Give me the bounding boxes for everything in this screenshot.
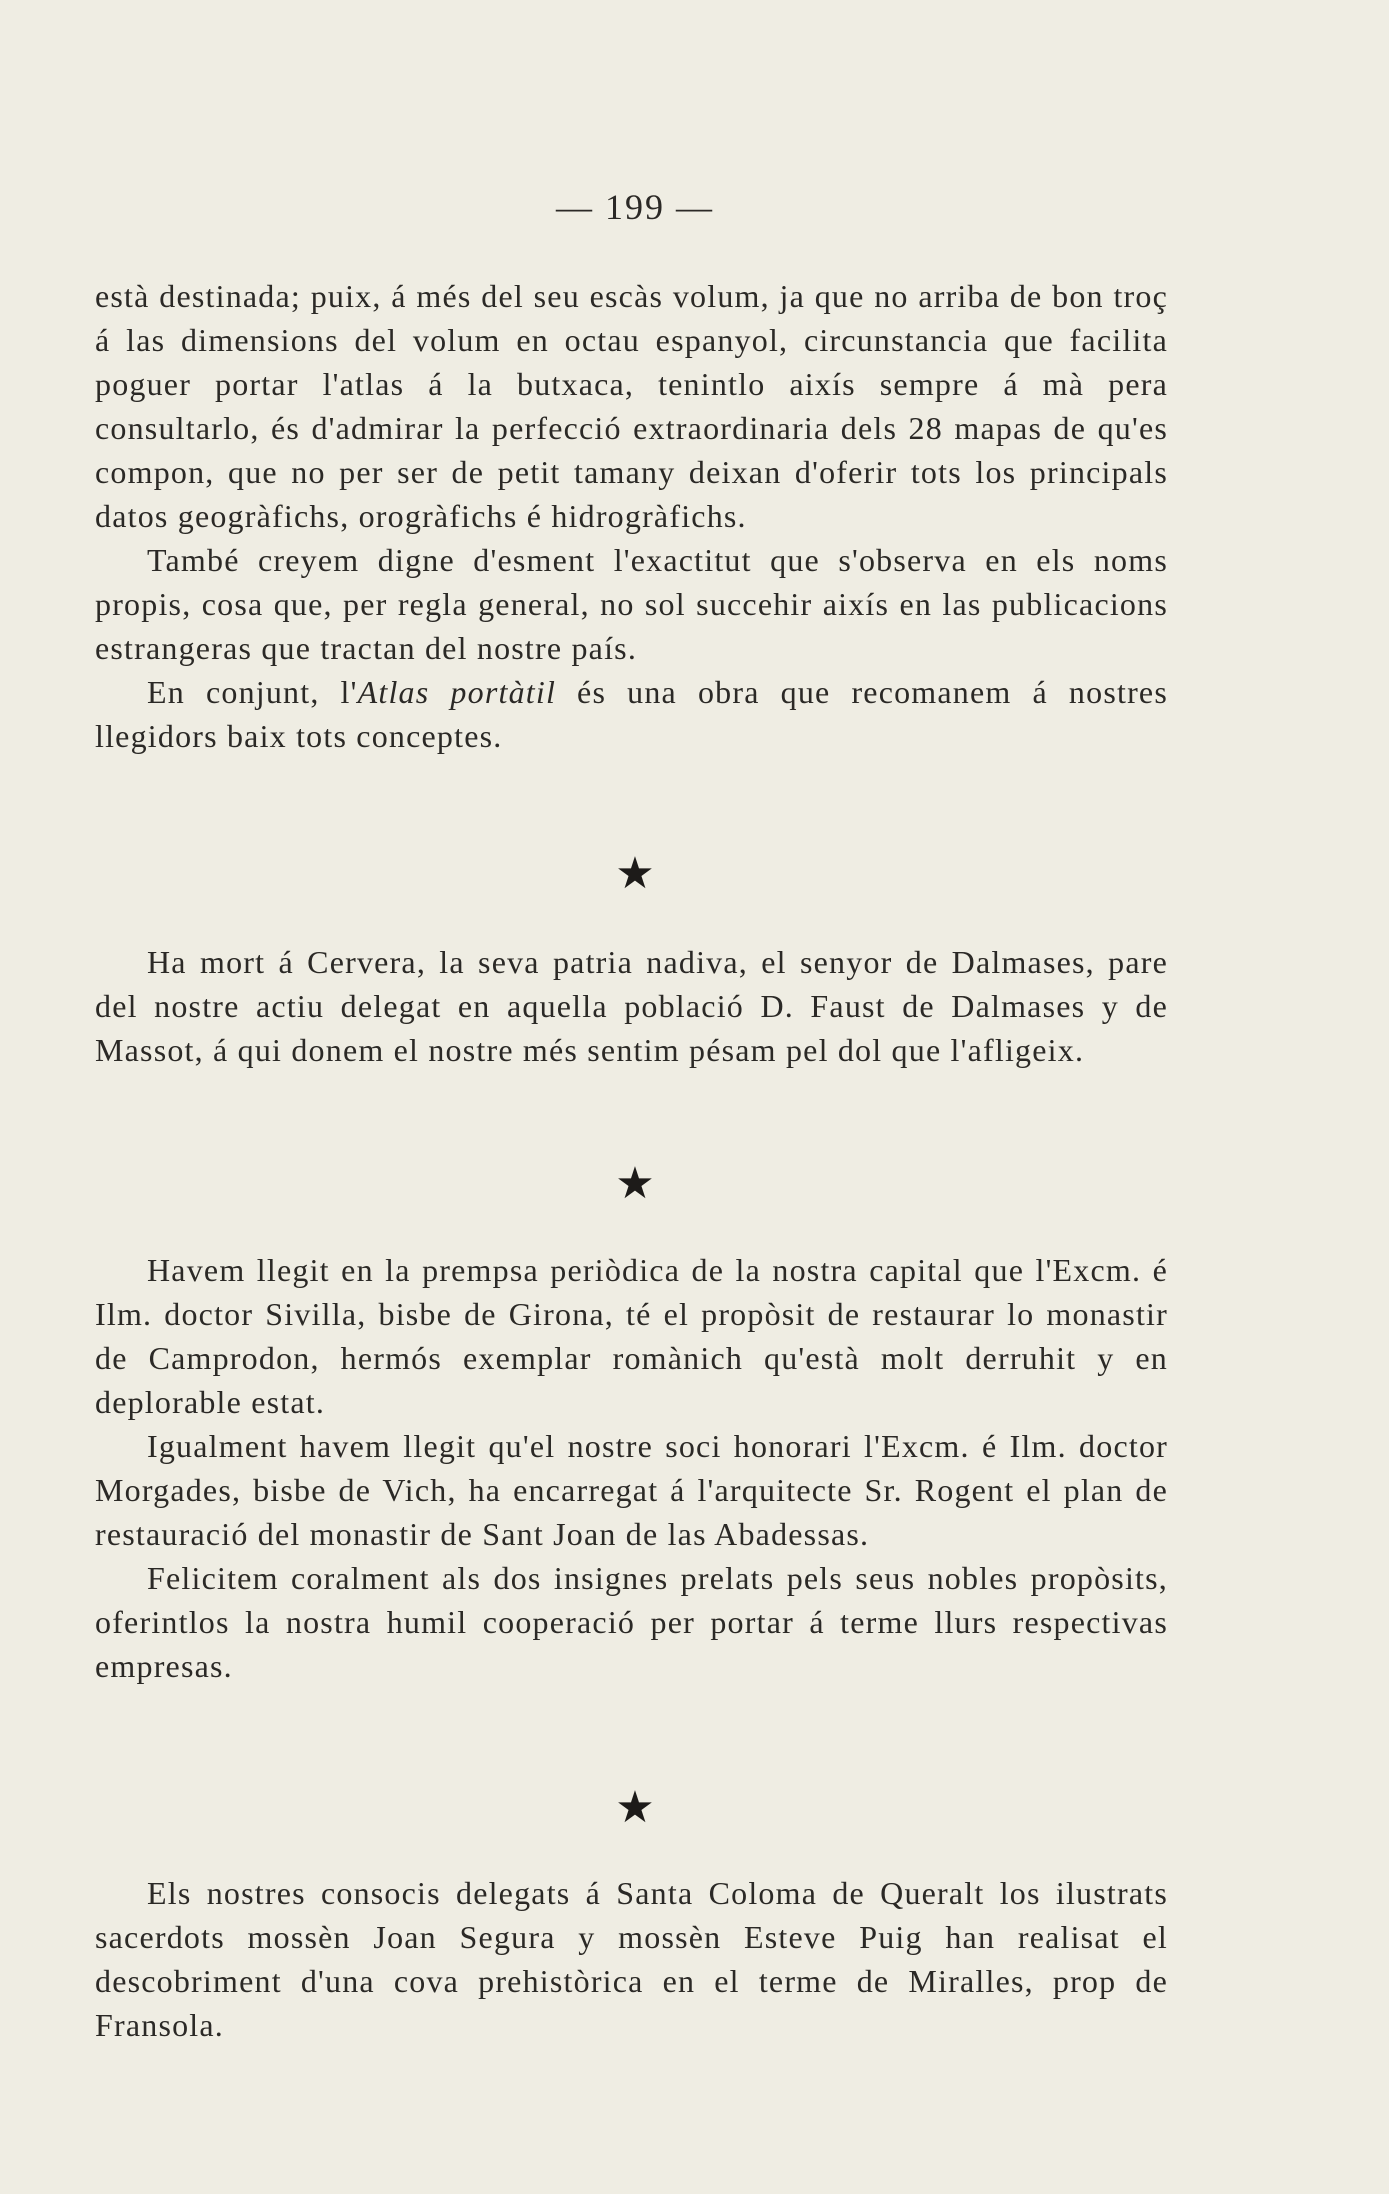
paragraph: Igualment havem llegit qu'el nostre soci honorari l'Excm. é Ilm. doctor Morgades, bisbe de Vich, ha encarregat á l'arquitecte Sr. Rogent el plan de restauració del monastir de Sant Joan de las Abadessas. [95, 1428, 1168, 1552]
paragraph: També creyem digne d'esment l'exactitut que s'observa en els noms propis, cosa que, per regla general, no sol succehir aixís en las publicacions estrangeras que tractan del nostre país. [95, 542, 1168, 666]
book-title: Atlas portàtil [357, 674, 557, 710]
section-atlas-review [95, 274, 1168, 758]
paragraph: Ha mort á Cervera, la seva patria nadiva, el senyor de Dalmases, pare del nostre actiu delegat en aquella població D. Faust de Dalmases y de Massot, á qui donem el nostre més sentim pésam pel dol que l'afligeix. [95, 944, 1168, 1068]
section-restorations [95, 1248, 1168, 1688]
paragraph [95, 670, 1168, 758]
section-cave-discovery [95, 1871, 1168, 2047]
paragraph: Havem llegit en la prempsa periòdica de la nostra capital que l'Excm. é Ilm. doctor Sivilla, bisbe de Girona, té el propòsit de restaurar lo monastir de Camprodon, hermós exemplar romànich qu'està molt derruhit y en deplorable estat. [95, 1252, 1168, 1420]
star-separator: ★ [615, 1159, 655, 1208]
page-number: — 199 — [556, 187, 714, 227]
paragraph: Els nostres consocis delegats á Santa Coloma de Queralt los ilustrats sacerdots mossèn Joan Segura y mossèn Esteve Puig han realisat el descobriment d'una cova prehistòrica en el terme de Miralles, prop de Fransola. [95, 1875, 1168, 2043]
paragraph-text: és una obra que recomanem á nostres llegidors baix tots conceptes. [95, 674, 1168, 754]
section-obituary [95, 940, 1168, 1072]
paragraph: Felicitem coralment als dos insignes prelats pels seus nobles propòsits, oferintlos la nostra humil cooperació per portar á terme llurs respectivas empresas. [95, 1560, 1168, 1684]
star-separator: ★ [615, 849, 655, 898]
star-separator: ★ [615, 1783, 655, 1832]
paragraph: està destinada; puix, á més del seu escàs volum, ja que no arriba de bon troç á las dimensions del volum en octau espanyol, circunstancia que facilita poguer portar l'atlas á la butxaca, tenintlo aixís sempre á mà pera consultarlo, és d'admirar la perfecció extraordinaria dels 28 mapas de qu'es compon, que no per ser de petit tamany deixan d'oferir tots los principals datos geogràfichs, orogràfichs é hidrogràfichs. [95, 278, 1168, 534]
paragraph-text: En conjunt, l' [147, 674, 358, 710]
